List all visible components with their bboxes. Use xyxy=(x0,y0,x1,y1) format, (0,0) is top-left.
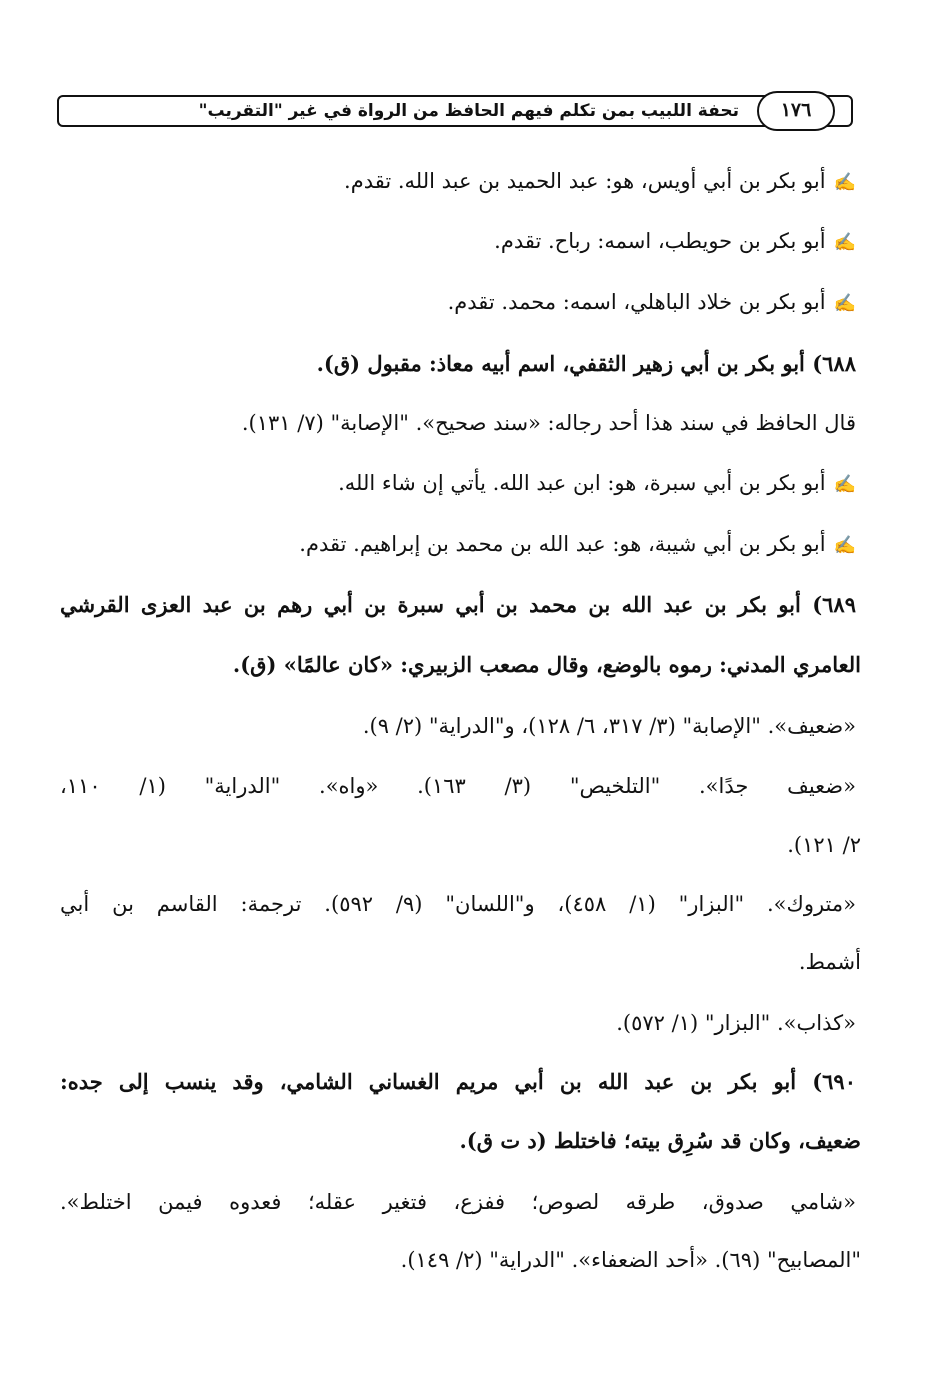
pen-icon: ✍ xyxy=(833,232,856,253)
entry-note-cont: أشمط. xyxy=(798,950,861,974)
page-number: ١٧٦ xyxy=(757,91,835,131)
cross-reference-line xyxy=(494,226,856,258)
pen-icon: ✍ xyxy=(833,172,856,193)
entry-heading-690-cont: ضعيف، وكان قد سُرِق بيته؛ فاختلط (د ت ق). xyxy=(459,1128,861,1153)
entry-note: «متروك». "البزار" (١/ ٤٥٨)، و"اللسان" (٩/ ٥٩٢). ترجمة: القاسم بن أبي xyxy=(60,892,856,916)
entry-note-cont: "المصابيح" (٦٩). «أحد الضعفاء». "الدراية" (٢/ ١٤٩). xyxy=(400,1248,861,1272)
line-text: أبو بكر بن أبي شيبة، هو: عبد الله بن محمد بن إبراهيم. تقدم. xyxy=(299,532,826,556)
entry-note: «شامي صدوق، طرقه لصوص؛ ففزع، فتغير عقله؛ فعدوه فيمن اختلط». xyxy=(60,1190,856,1214)
entry-heading-690: ٦٩٠) أبو بكر بن عبد الله بن أبي مريم الغساني الشامي، وقد ينسب إلى جده: xyxy=(60,1069,856,1094)
line-text: أبو بكر بن أبي سبرة، هو: ابن عبد الله. يأتي إن شاء الله. xyxy=(338,471,826,495)
line-text: أبو بكر بن أبي أويس، هو: عبد الحميد بن عبد الله. تقدم. xyxy=(344,169,826,193)
entry-heading-689-cont: العامري المدني: رموه بالوضع، وقال مصعب الزبيري: «كان عالمًا» (ق). xyxy=(232,652,861,677)
cross-reference-line xyxy=(344,166,856,198)
pen-icon: ✍ xyxy=(833,474,856,495)
cross-reference-line xyxy=(448,287,856,319)
entry-note: «ضعيف». "الإصابة" (٣/ ٣١٧، ٦/ ١٢٨)، و"الدراية" (٢/ ٩). xyxy=(362,714,856,738)
line-text: أبو بكر بن خلاد الباهلي، اسمه: محمد. تقدم. xyxy=(447,290,826,314)
cross-reference-line xyxy=(338,468,856,500)
entry-note: قال الحافظ في سند هذا أحد رجاله: «سند صحيح». "الإصابة" (٧/ ١٣١). xyxy=(241,411,856,435)
entry-heading-688: ٦٨٨) أبو بكر بن أبي زهير الثقفي، اسم أبيه معاذ: مقبول (ق). xyxy=(316,351,856,376)
book-title: تحفة اللبيب بمن تكلم فيهم الحافظ من الرواة في غير "التقريب" xyxy=(198,101,739,121)
running-header xyxy=(57,95,853,127)
entry-note-cont: ٢/ ١٢١). xyxy=(787,833,861,857)
entry-heading-689: ٦٨٩) أبو بكر بن عبد الله بن محمد بن أبي سبرة بن أبي رهم بن عبد العزى القرشي xyxy=(60,592,856,617)
cross-reference-line xyxy=(299,529,856,561)
line-text: أبو بكر بن حويطب، اسمه: رباح. تقدم. xyxy=(494,229,826,253)
entry-note: «ضعيف جدًا». "التلخيص" (٣/ ١٦٣). «واه». "الدراية" (١/ ١١٠، xyxy=(60,774,856,798)
pen-icon: ✍ xyxy=(833,535,856,556)
entry-note: «كذاب». "البزار" (١/ ٥٧٢). xyxy=(616,1011,856,1035)
pen-icon: ✍ xyxy=(833,293,856,314)
